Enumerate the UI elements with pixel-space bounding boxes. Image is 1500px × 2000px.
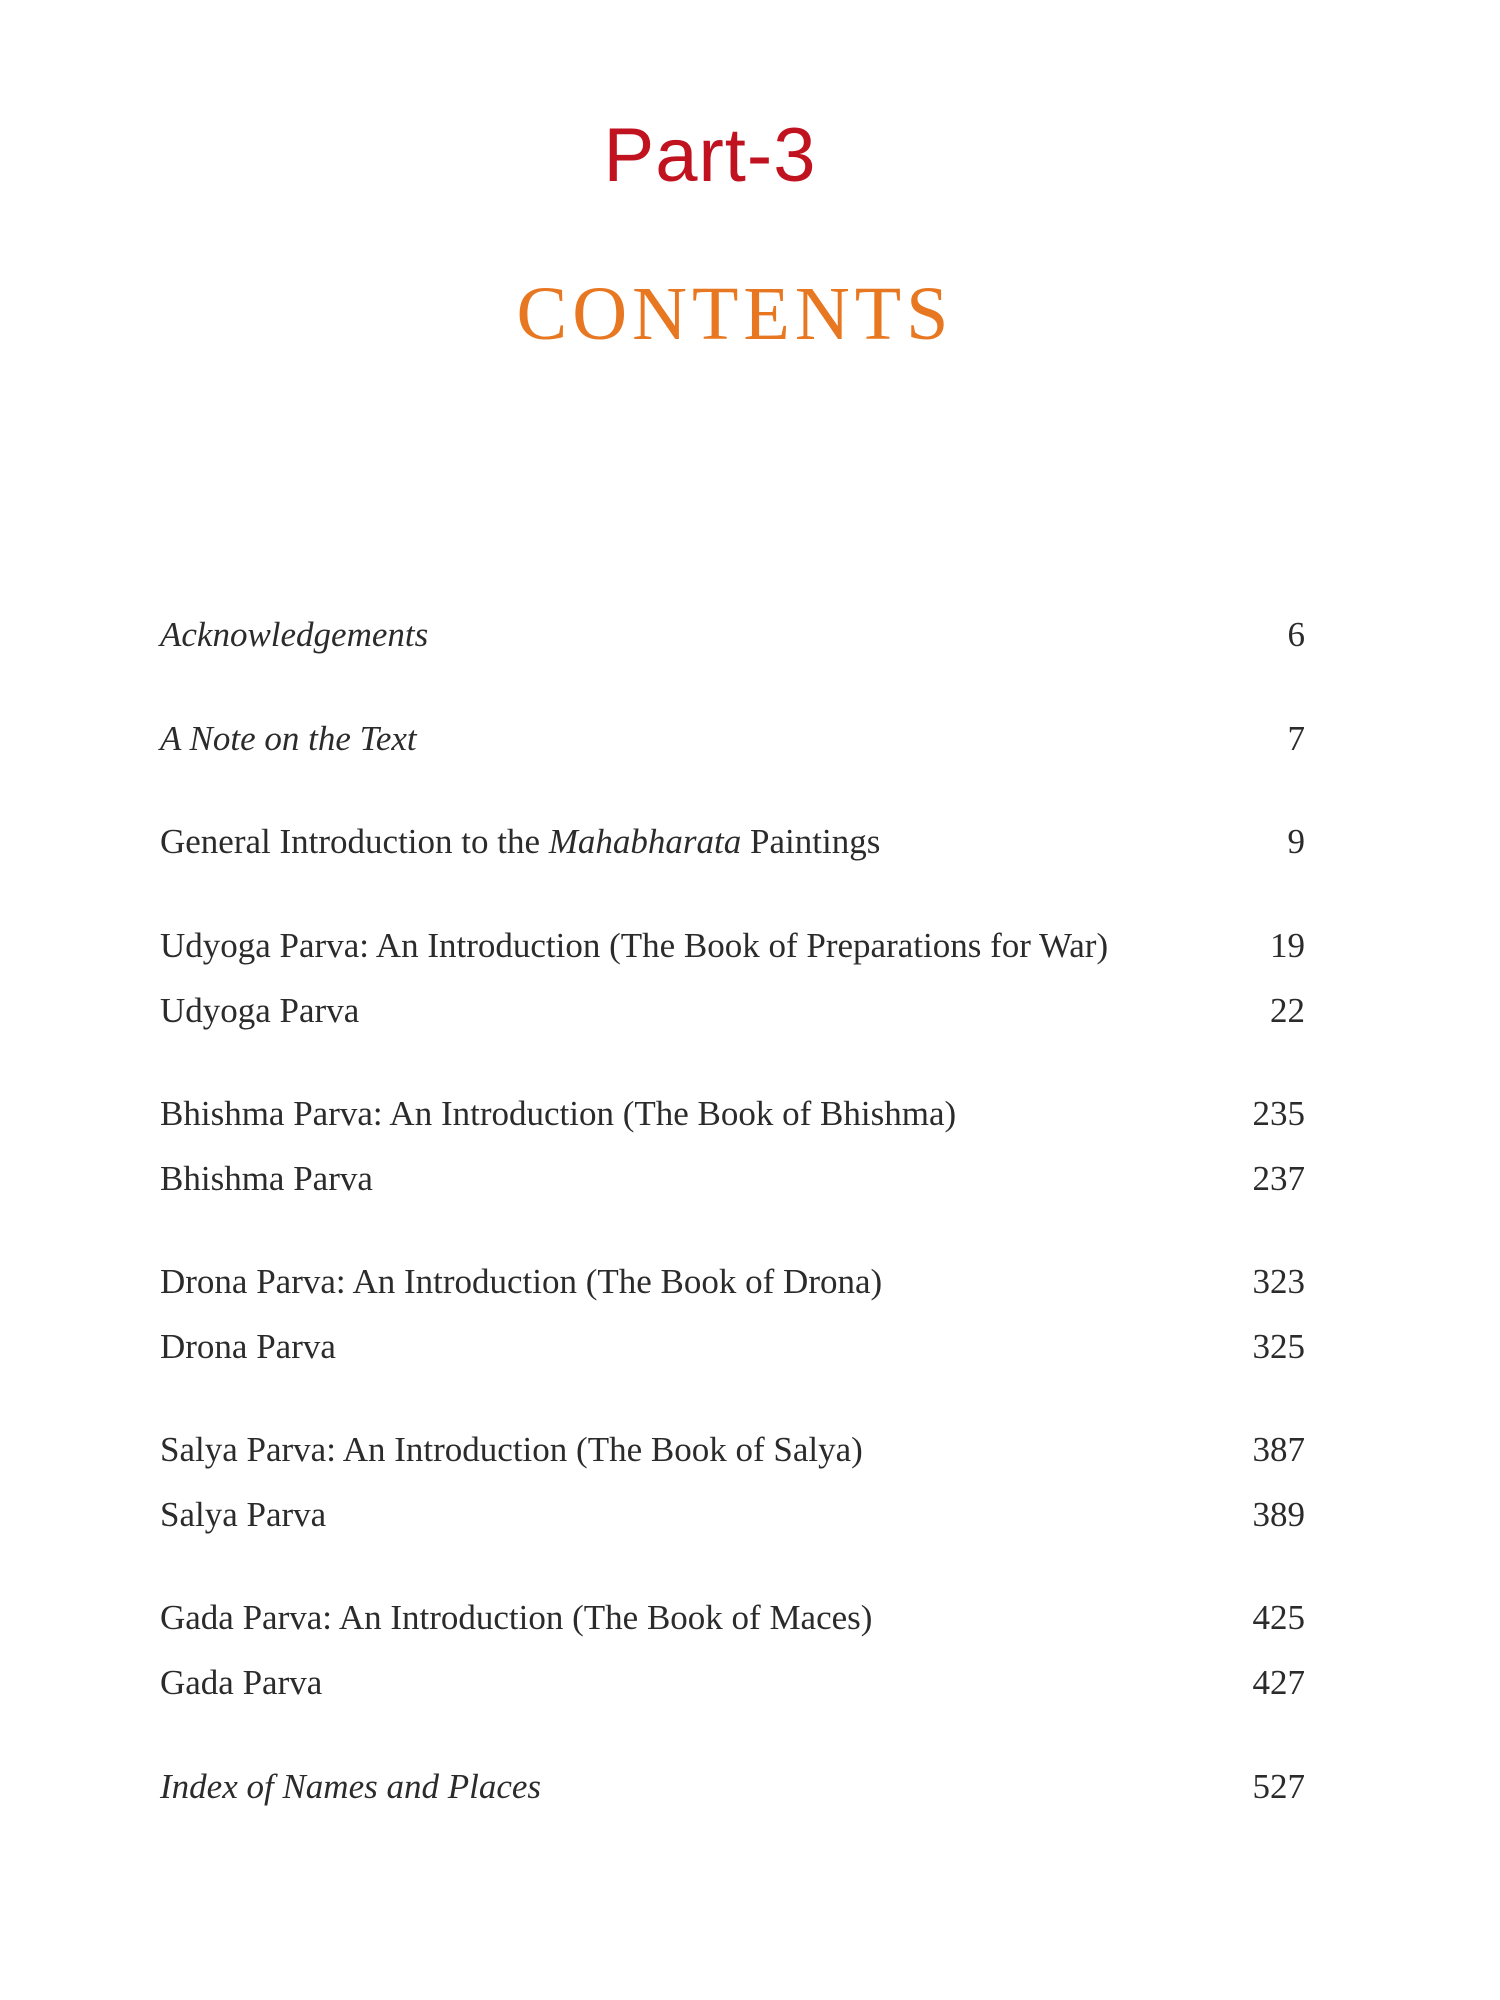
toc-entry-page: 6 xyxy=(1287,615,1305,654)
toc-entry-page: 7 xyxy=(1287,719,1305,758)
toc-entry-page: 387 xyxy=(1252,1430,1305,1469)
toc-entry-general-introduction[interactable] xyxy=(160,817,1305,867)
toc-entry-page: 9 xyxy=(1287,822,1305,861)
toc-entry-label: A Note on the Text xyxy=(160,719,417,758)
toc-entry-label: Drona Parva: An Introduction (The Book of Drona) xyxy=(160,1262,883,1301)
toc-entry-page: 427 xyxy=(1252,1663,1305,1702)
toc-entry-bhishma-introduction[interactable] xyxy=(160,1089,1305,1139)
toc-entry-gada-introduction[interactable] xyxy=(160,1593,1305,1643)
toc-entry-label: Bhishma Parva: An Introduction (The Book of Bhishma) xyxy=(160,1094,957,1133)
toc-entry-udyoga-introduction[interactable] xyxy=(160,921,1305,971)
toc-entry-index[interactable] xyxy=(160,1762,1305,1812)
toc-entry-label: Index of Names and Places xyxy=(160,1767,542,1806)
toc-entry-label-title: Mahabharata xyxy=(548,822,742,861)
toc-entry-page: 389 xyxy=(1252,1495,1305,1534)
toc-entry-drona-introduction[interactable] xyxy=(160,1257,1305,1307)
toc-entry-label: Salya Parva xyxy=(160,1495,327,1534)
toc-entry-page: 22 xyxy=(1270,991,1305,1030)
toc-entry-drona-parva[interactable] xyxy=(160,1322,1305,1372)
toc-entry-label: Udyoga Parva: An Introduction (The Book of Preparations for War) xyxy=(160,926,1109,965)
toc-entry-note-on-text[interactable] xyxy=(160,714,1305,764)
toc-entry-page: 19 xyxy=(1270,926,1305,965)
toc-entry-label: Salya Parva: An Introduction (The Book of Salya) xyxy=(160,1430,863,1469)
toc-entry-label: Acknowledgements xyxy=(160,615,429,654)
toc-entry-label-post: Paintings xyxy=(741,822,881,861)
toc-entry-label: Udyoga Parva xyxy=(160,991,360,1030)
toc-entry-page: 325 xyxy=(1252,1327,1305,1366)
toc-entry-gada-parva[interactable] xyxy=(160,1658,1305,1708)
toc-entry-label: Gada Parva: An Introduction (The Book of Maces) xyxy=(160,1598,873,1637)
toc-entry-label xyxy=(160,817,880,867)
toc-entry-page: 527 xyxy=(1252,1767,1305,1806)
part-heading: Part-3 xyxy=(603,113,817,198)
toc-entry-label-pre: General Introduction to the xyxy=(160,822,549,861)
toc-entry-page: 323 xyxy=(1252,1262,1305,1301)
toc-entry-page: 425 xyxy=(1252,1598,1305,1637)
toc-entry-salya-introduction[interactable] xyxy=(160,1425,1305,1475)
contents-heading: CONTENTS xyxy=(516,272,954,356)
toc-entry-page: 237 xyxy=(1252,1159,1305,1198)
toc-entry-page: 235 xyxy=(1252,1094,1305,1133)
toc-entry-udyoga-parva[interactable] xyxy=(160,986,1305,1036)
toc-entry-label: Bhishma Parva xyxy=(160,1159,373,1198)
toc-entry-acknowledgements[interactable] xyxy=(160,610,1305,660)
toc-entry-bhishma-parva[interactable] xyxy=(160,1154,1305,1204)
toc-entry-label: Drona Parva xyxy=(160,1327,336,1366)
toc-entry-salya-parva[interactable] xyxy=(160,1490,1305,1540)
toc-entry-label: Gada Parva xyxy=(160,1663,323,1702)
